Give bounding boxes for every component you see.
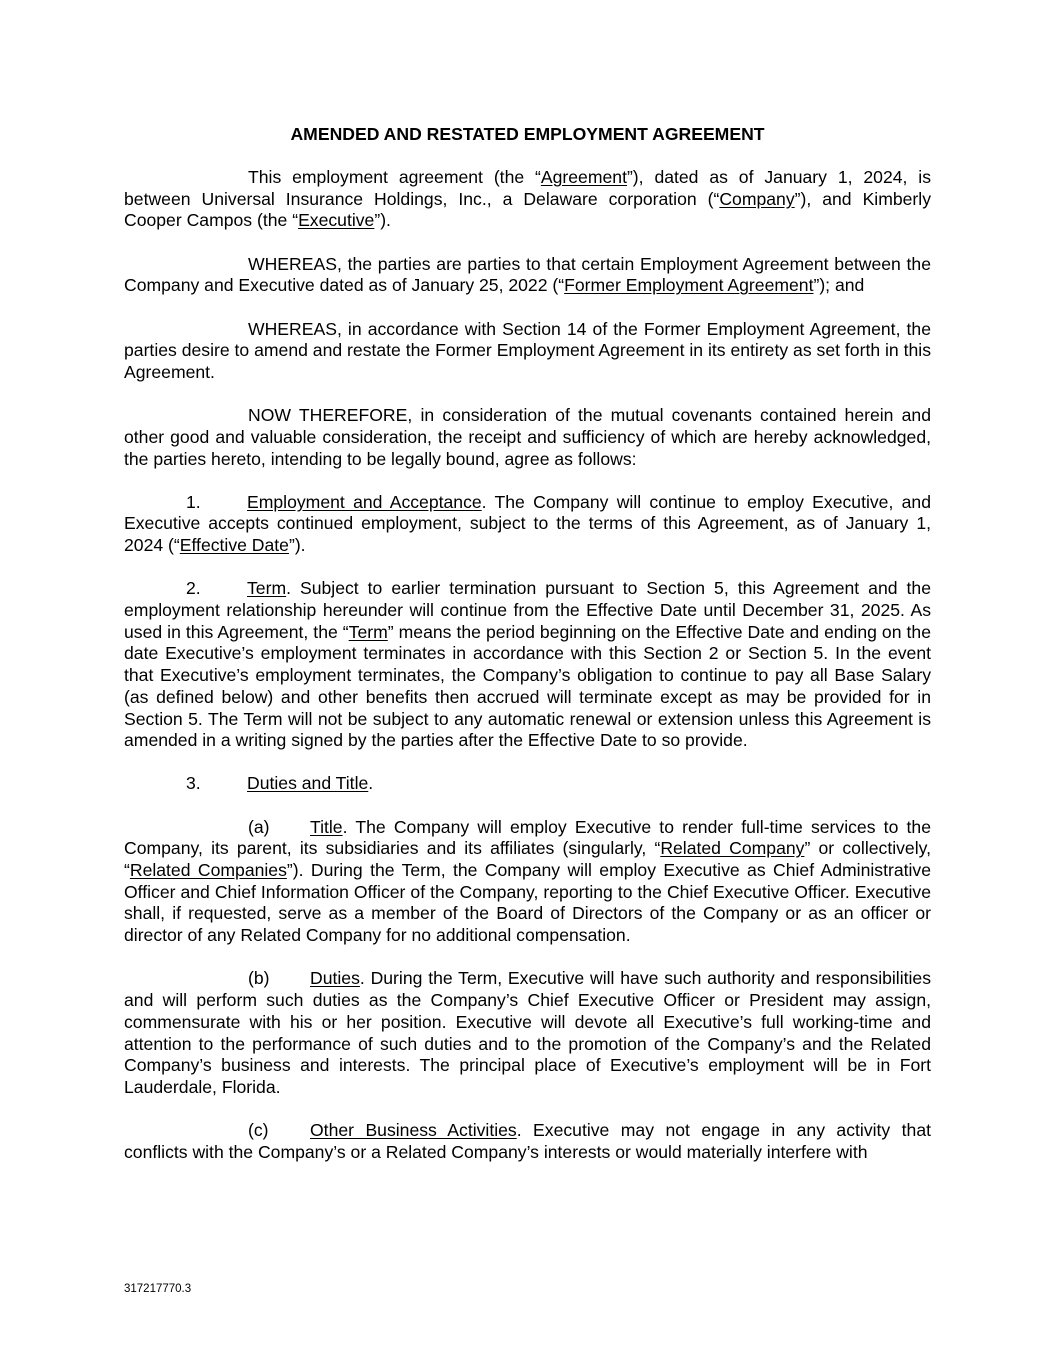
- whereas-paragraph-2: WHEREAS, in accordance with Section 14 of the Former Employment Agreement, the parties desire to amend and restate the Former Employment Agreement in its entirety as set forth in this Agreement.: [124, 318, 931, 382]
- section-3a: (a) Title. The Company will employ Executive to render full-time services to the Company, its parent, its subsidiaries and its affiliates (singularly, “Related Company” or collectively, “Related Companies”). During the Term, the Company will employ Executive as Chief Administrative Officer and Chief Information Officer of the Company, reporting to the Chief Executive Officer. Executive shall, if requested, serve as a member of the Board of Directors of the Company or as an officer or director of any Related Company for no additional compensation.: [124, 816, 931, 946]
- subsection-number: (c): [248, 1120, 269, 1141]
- section-3: 3. Duties and Title.: [124, 773, 931, 795]
- now-therefore-paragraph: NOW THEREFORE, in consideration of the mutual covenants contained herein and other good and valuable consideration, the receipt and sufficiency of which are hereby acknowledged, the parties hereto, intending to be legally bound, agree as follows:: [124, 405, 931, 469]
- section-3c: (c) Other Business Activities. Executive may not engage in any activity that conflicts with the Company’s or a Related Company’s interests or would materially interfere with: [124, 1120, 931, 1162]
- section-heading: Duties: [310, 968, 360, 989]
- defined-term: Term: [348, 621, 388, 642]
- whereas-paragraph-1: WHEREAS, the parties are parties to that certain Employment Agreement between the Company and Executive dated as of January 25, 2022 (“Former Employment Agreement”); and: [124, 253, 931, 296]
- defined-term: Agreement: [540, 167, 627, 187]
- subsection-number: (b): [248, 968, 270, 989]
- document-body: [124, 167, 931, 1185]
- section-number: 3.: [186, 773, 201, 794]
- section-heading: Employment and Acceptance: [247, 491, 482, 512]
- section-heading: Title: [310, 816, 343, 837]
- defined-term: Related Companies: [129, 860, 287, 881]
- section-number: 1.: [186, 491, 201, 512]
- section-3b: (b) Duties. During the Term, Executive will have such authority and responsibilities and will perform such duties as the Company’s Chief Executive Officer or President may assign, commensurate with his or her position. Executive will devote all Executive’s full working-time and attention to the performance of such duties and to the promotion of the Company’s and the Related Company’s business and interests. The principal place of Executive’s employment will be in Fort Lauderdale, Florida.: [124, 968, 931, 1097]
- defined-term: Effective Date: [179, 535, 289, 556]
- defined-term: Former Employment Agreement: [564, 275, 814, 296]
- section-1: 1. Employment and Acceptance. The Company will continue to employ Executive, and Executive accepts continued employment, subject to the terms of this Agreement, as of January 1, 2024 (“Effective Date”).: [124, 491, 931, 556]
- section-heading: Other Business Activities: [310, 1120, 517, 1141]
- section-heading: Term: [247, 578, 287, 599]
- subsection-number: (a): [248, 816, 270, 837]
- defined-term: Related Company: [660, 838, 805, 859]
- intro-paragraph: This employment agreement (the “Agreement”), dated as of January 1, 2024, is between Universal Insurance Holdings, Inc., a Delaware corporation (“Company”), and Kimberly Cooper Campos (the “Executive”).: [124, 167, 932, 231]
- document-id-footer: 317217770.3: [124, 1283, 192, 1295]
- defined-term: Executive: [298, 210, 375, 231]
- section-number: 2.: [186, 578, 201, 599]
- section-2: 2. Term. Subject to earlier termination pursuant to Section 5, this Agreement and the employment relationship hereunder will continue from the Effective Date until December 31, 2025. As used in this Agreement, the “Term” means the period beginning on the Effective Date and ending on the date Executive’s employment terminates in accordance with this Section 2 or Section 5. In the event that Executive’s employment terminates, the Company’s obligation to continue to pay all Base Salary (as defined below) and other benefits then accrued will terminate except as may be provided for in Section 5. The Term will not be subject to any automatic renewal or extension unless this Agreement is amended in a writing signed by the parties after the Effective Date to so provide.: [124, 578, 931, 751]
- document-title: AMENDED AND RESTATED EMPLOYMENT AGREEMENT: [290, 124, 765, 144]
- defined-term: Company: [719, 188, 795, 209]
- section-heading: Duties and Title: [247, 773, 369, 794]
